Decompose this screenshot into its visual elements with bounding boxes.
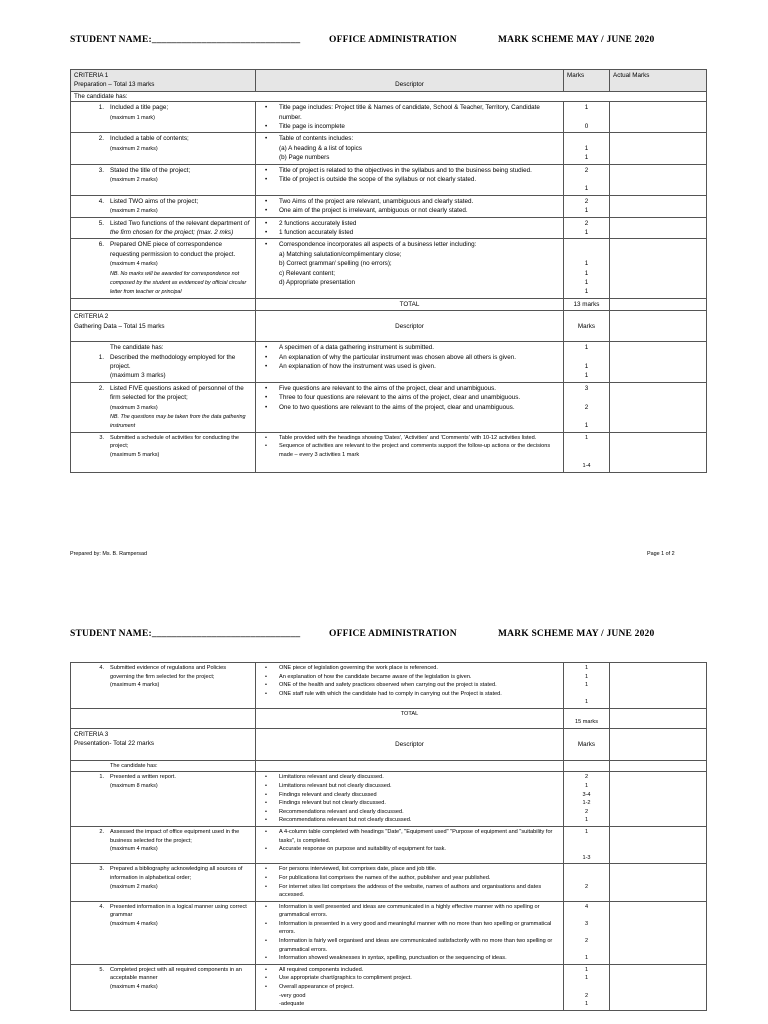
table-row: 3. Submitted a schedule of activities for conducting the project; (maximum 5 marks) • Table provided with the headings showing 'Dates', 'Activities' and 'Comments' with 10-12 activities listed. • Sequence of activities are relevant to the project and comments support the follow-up actions or the decisions made – every 3 activities 1 mark 1 1-4 bbox=[71, 432, 707, 473]
actual-mark-cell[interactable] bbox=[610, 342, 707, 383]
criteria-3-title: CRITERIA 3 bbox=[74, 730, 109, 738]
total-marks: 15 marks bbox=[574, 719, 598, 726]
actual-mark-cell[interactable] bbox=[610, 133, 707, 164]
actual-mark-cell[interactable] bbox=[610, 432, 707, 473]
scheme-title: MARK SCHEME MAY / JUNE 2020 bbox=[498, 35, 655, 45]
criteria-1-subtitle: Preparation – Total 13 marks bbox=[74, 81, 155, 89]
table-row: 5. Listed Two functions of the relevant department of the firm chosen for the project; (max. 2 mks) • 2 functions accurately listed • 1 function accurately listed 2 1 bbox=[71, 217, 707, 239]
scheme-title: MARK SCHEME MAY / JUNE 2020 bbox=[498, 629, 655, 639]
criteria-3-subtitle: Presentation- Total 22 marks bbox=[74, 740, 155, 748]
actual-mark-cell[interactable] bbox=[610, 708, 707, 728]
criteria-2-3-table bbox=[70, 662, 707, 1011]
actual-mark-cell[interactable] bbox=[610, 164, 707, 195]
student-name-label: STUDENT NAME:______________________________ bbox=[70, 35, 301, 45]
criteria-1-header bbox=[71, 70, 707, 92]
table-row: 1. Included a title page; (maximum 1 mark) • Title page includes: Project title & Names of candidate, School & Teacher, Territory, Candidate number. • Title page is incomplete 1 0 bbox=[71, 102, 707, 133]
prepared-by: Prepared by: Ms. B. Rampersad bbox=[70, 551, 147, 557]
actual-mark-cell[interactable] bbox=[610, 382, 707, 432]
subject-title: OFFICE ADMINISTRATION bbox=[329, 35, 457, 45]
table-row: 4. Submitted evidence of regulations and Policies governing the firm selected for the project; (maximum 4 marks) • ONE piece of legislation governing the work place is referenced. • An explanation of how the candidate became aware of the legislation is given. • ONE of the health and safety practices observed when carrying out the project is stated. • ONE staff rule with which the candidate had to comply in carrying out the Project is stated. 1 1 1 1 bbox=[71, 663, 707, 709]
actual-mark-cell[interactable] bbox=[610, 195, 707, 217]
page-gap bbox=[0, 566, 768, 606]
actual-mark-cell[interactable] bbox=[610, 826, 707, 863]
marks-header: Marks bbox=[567, 72, 585, 79]
criteria-3-header bbox=[71, 728, 707, 760]
criteria-1-title: CRITERIA 1 bbox=[74, 72, 109, 79]
marks-header: Marks bbox=[577, 322, 596, 330]
actual-mark-cell[interactable] bbox=[610, 217, 707, 239]
table-row: 2. Assessed the impact of office equipment used in the business selected for the project; (maximum 4 marks) • A 4-column table completed with headings "Date", "Equipment used" "Purpose of equipment and "suitability for tasks", is completed. • Accurate response on purpose and suitability of equipment for task. 1 1-3 bbox=[71, 826, 707, 863]
student-name-label: STUDENT NAME:______________________________ bbox=[70, 629, 301, 639]
table-row: The candidate has: 1. Described the methodology employed for the project. (maximum 3 marks) • A specimen of a data gathering instrument is submitted. • An explanation of why the particular instrument was chosen above all others is given. • An explanation of how the instrument was used is given. 1 1 1 bbox=[71, 342, 707, 383]
table-row: 4. Listed TWO aims of the project; (maximum 2 marks) • Two Aims of the project are relevant, unambiguous and clearly stated. • One aim of the project is irrelevant, ambiguous or not clearly stated. 2 1 bbox=[71, 195, 707, 217]
actual-mark-cell[interactable] bbox=[610, 663, 707, 709]
total-label: TOTAL bbox=[399, 300, 420, 308]
table-row: 1. Presented a written report. (maximum 8 marks) • Limitations relevant and clearly discussed. • Limitations relevant but not clearly discussed. • Findings relevant and clearly discussed • Findings relevant but not clearly discussed. • Recommendations relevant and clearly discussed. • Recommendations relevant but not clearly discussed. 2 1 3-4 1-2 2 1 bbox=[71, 772, 707, 827]
table-row: 6. Prepared ONE piece of correspondence requesting permission to conduct the project. (maximum 4 marks) NB. No marks will be awarded for correspondence not composed by the student as evidenced by official circular letter from teacher or principal • Correspondence incorporates all aspects of a business letter including: a) Matching salutation/complimentary close; b) Correct grammar/ spelling (no errors); c) Relevant content; d) Appropriate presentation 1 1 1 1 bbox=[71, 239, 707, 298]
table-row: 5. Completed project with all required components in an acceptable manner (maximum 4 marks) • All required components included. • Use appropriate chart/graphics to compliment project. • Overall appearance of project. -very good -adequate 1 1 2 1 bbox=[71, 964, 707, 1010]
actual-mark-cell[interactable] bbox=[610, 864, 707, 901]
actual-mark-cell[interactable] bbox=[610, 901, 707, 964]
table-row: 2. Listed FIVE questions asked of personnel of the firm selected for the project; (maximum 3 marks) NB. The questions may be taken from the data gathering instrument • Five questions are relevant to the aims of the project, clear and unambiguous. • Three to four questions are relevant to the aims of the project, clear and unambiguous. • One to two questions are relevant to the aims of the project, clear and unambiguous. 3 2 1 bbox=[71, 382, 707, 432]
descriptor-header: Descriptor bbox=[395, 740, 424, 748]
table-row: 3. Stated the title of the project; (maximum 2 marks) • Title of project is related to the objectives in the syllabus and to the business being studied. • Title of project is outside the scope of the syllabus or not clearly stated. 2 1 bbox=[71, 164, 707, 195]
marks-header: Marks bbox=[577, 740, 596, 748]
candidate-has-label: The candidate has: bbox=[110, 762, 158, 769]
total-label: TOTAL bbox=[400, 710, 419, 717]
criteria-2-subtitle: Gathering Data – Total 15 marks bbox=[74, 322, 165, 330]
table-row: 2. Included a table of contents; (maximum 2 marks) • Table of contents includes: (a) A heading & a list of topics (b) Page numbers 1 1 bbox=[71, 133, 707, 164]
criteria-2-total-row bbox=[71, 708, 707, 728]
actual-mark-cell[interactable] bbox=[610, 964, 707, 1010]
descriptor-header: Descriptor bbox=[395, 322, 424, 330]
criteria-1-total-row bbox=[71, 298, 707, 310]
descriptor-header: Descriptor bbox=[395, 81, 424, 89]
actual-marks-header: Actual Marks bbox=[613, 72, 650, 79]
candidate-has-label: The candidate has: bbox=[74, 92, 128, 100]
actual-mark-cell[interactable] bbox=[610, 298, 707, 310]
actual-mark-cell[interactable] bbox=[610, 239, 707, 298]
criteria-1-2-table bbox=[70, 69, 707, 473]
actual-mark-cell[interactable] bbox=[610, 772, 707, 827]
criteria-2-title: CRITERIA 2 bbox=[74, 313, 109, 321]
page-2 bbox=[0, 578, 768, 1024]
table-row: 3. Prepared a bibliography acknowledging all sources of information in alphabetical order; (maximum 2 marks) • For persons interviewed, list comprises date, place and job title. • For publications list comprises the names of the author, publisher and year published. • For internet sites list comprises the address of the website, names of authors and organisations and dates accessed. 2 bbox=[71, 864, 707, 901]
actual-mark-cell[interactable] bbox=[610, 102, 707, 133]
criteria-2-header bbox=[71, 311, 707, 342]
subject-title: OFFICE ADMINISTRATION bbox=[329, 629, 457, 639]
total-marks: 13 marks bbox=[573, 300, 600, 308]
table-row: 4. Presented information in a logical manner using correct grammar (maximum 4 marks) • Information is well presented and ideas are communicated in a highly effective manner with no spelling or grammatical errors. • Information is presented in a very good and meaningful manner with no more than two spelling or grammatical errors. • Information is fairly well organised and ideas are communicated satisfactorily with no more than two spelling or grammatical errors. • Information showed weaknesses in syntax, spelling, punctuation or the sequencing of ideas. 4 3 2 1 bbox=[71, 901, 707, 964]
page-number: Page 1 of 2 bbox=[647, 551, 675, 557]
